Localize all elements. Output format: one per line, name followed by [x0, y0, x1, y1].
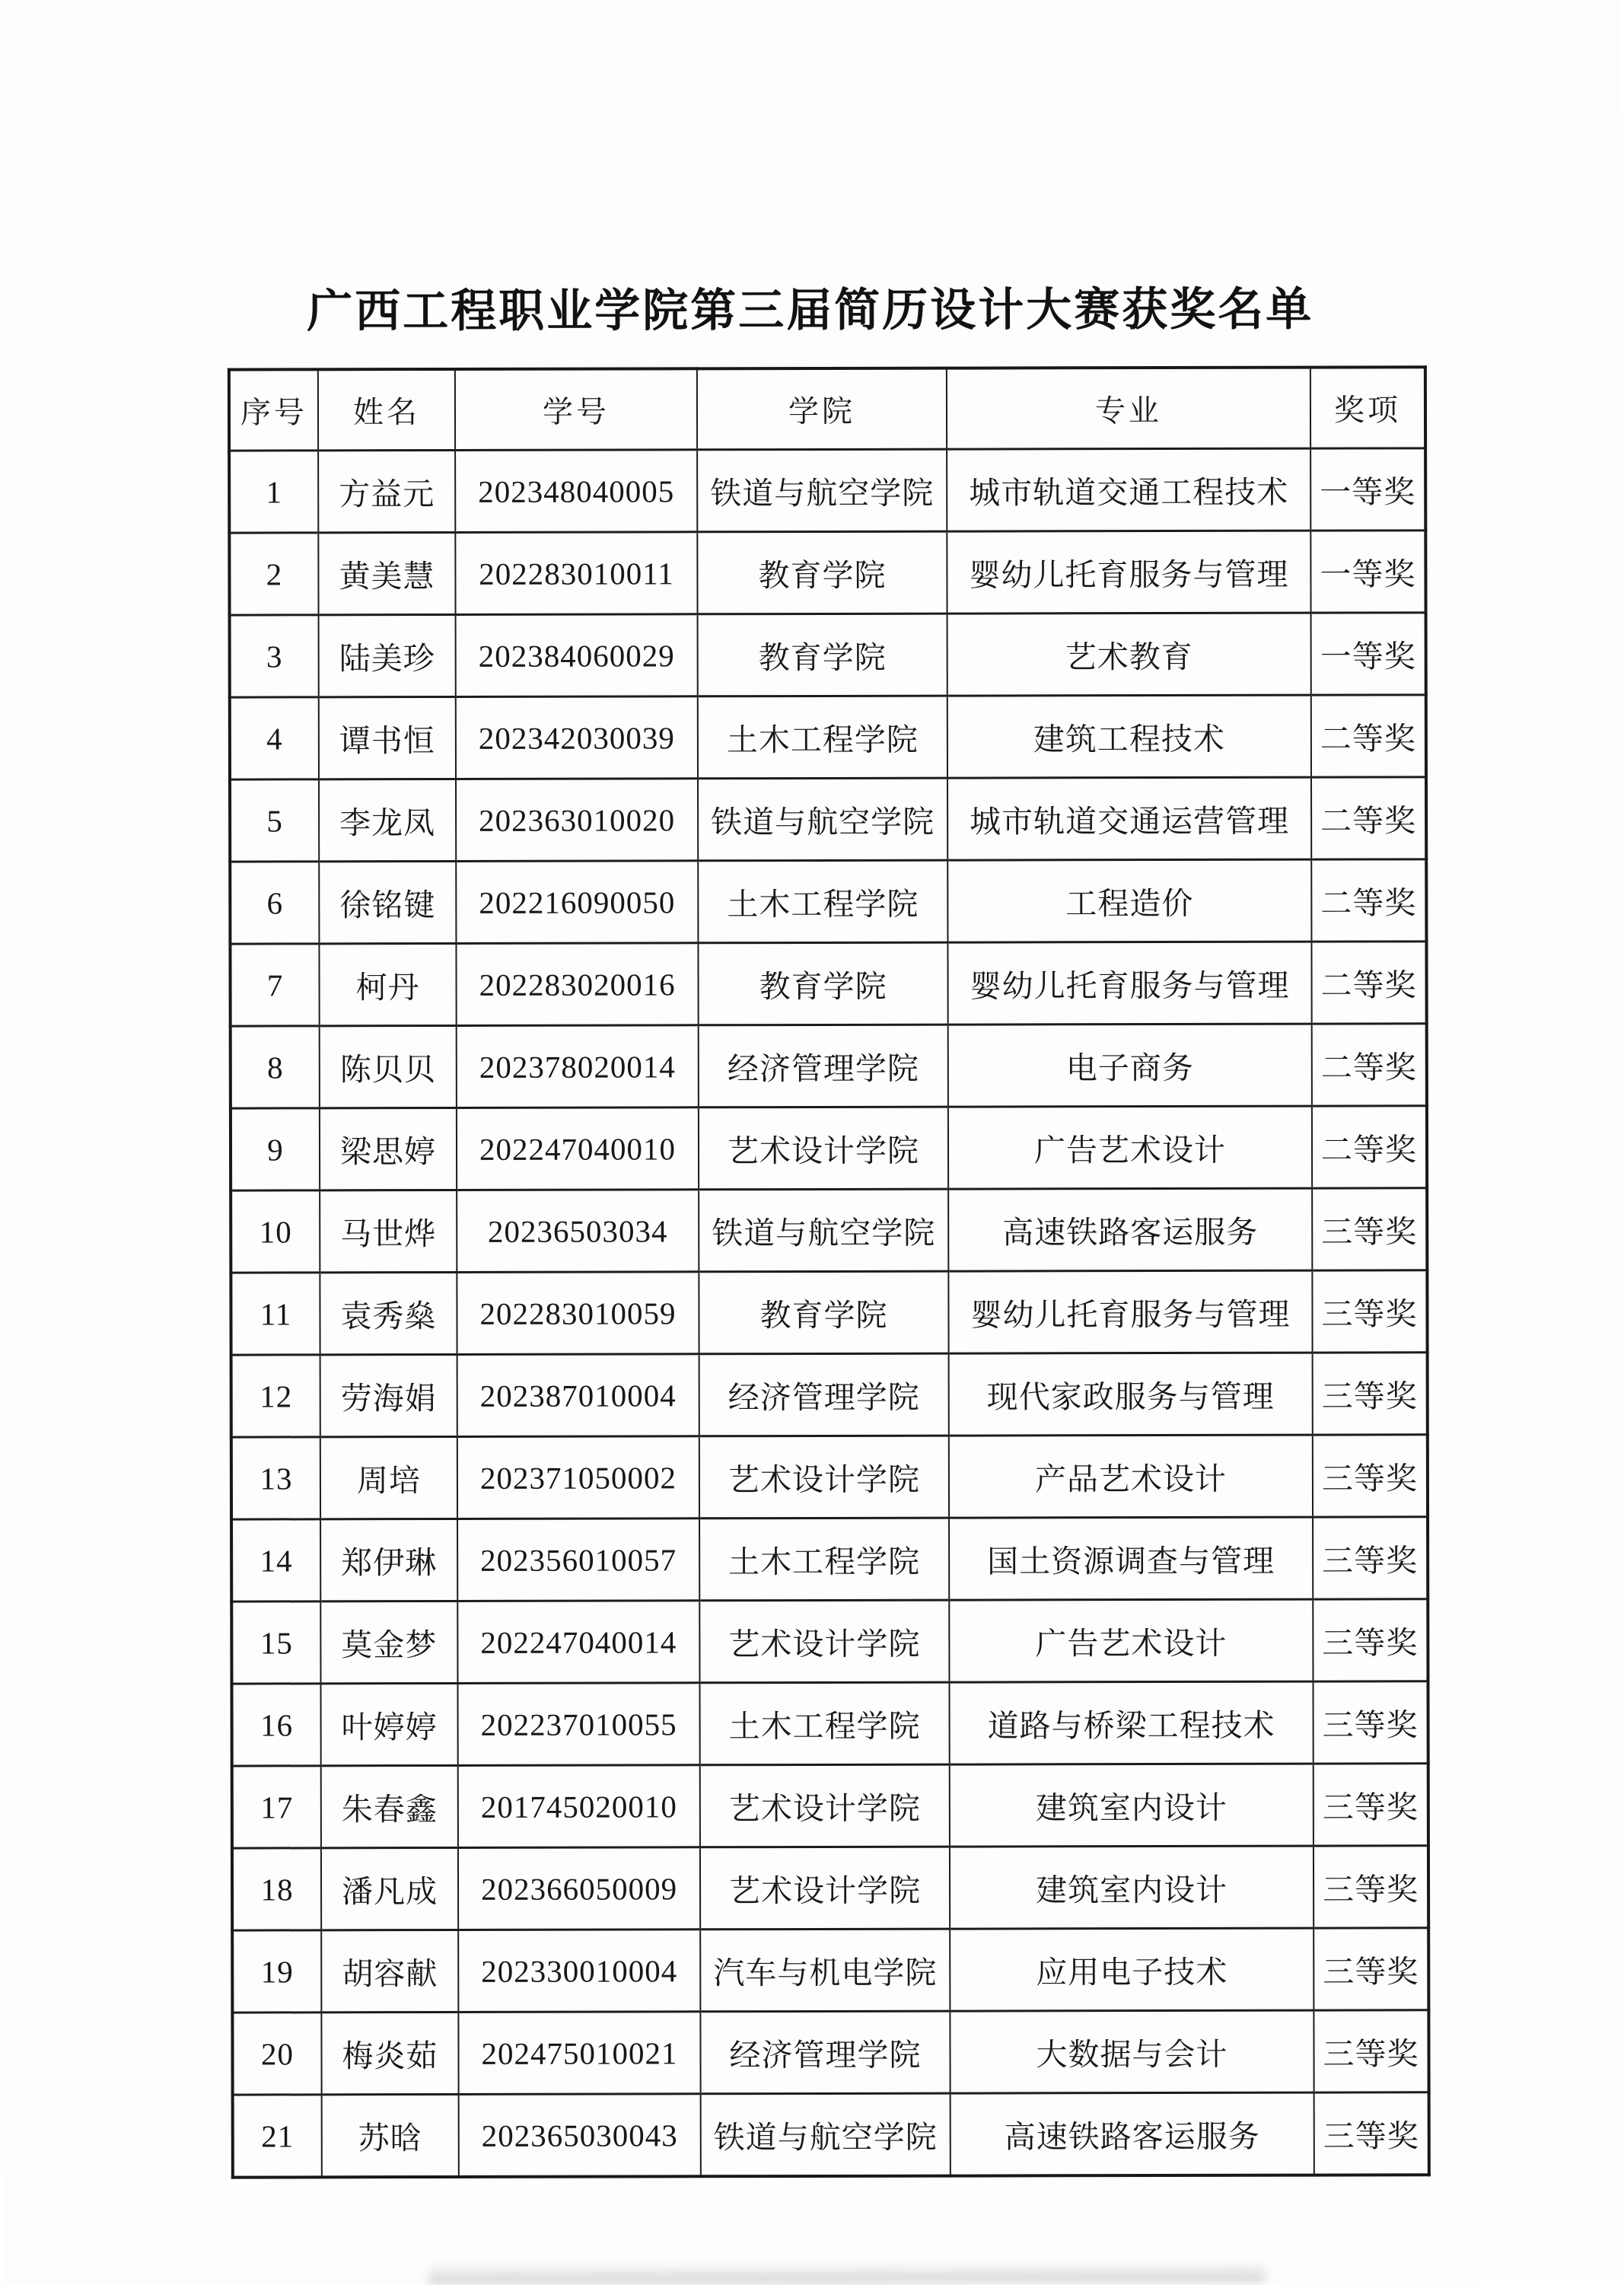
- table-cell-major: 大数据与会计: [950, 2010, 1314, 2093]
- table-cell-college: 经济管理学院: [699, 1025, 948, 1107]
- table-cell-name: 梅炎茹: [321, 2012, 458, 2094]
- table-row: [231, 1517, 1428, 1601]
- table-row: [233, 2092, 1429, 2178]
- table-row: [232, 1846, 1428, 1930]
- table-cell-major: 艺术教育: [947, 613, 1311, 696]
- table-cell-award: 二等奖: [1311, 695, 1426, 777]
- table-cell-award: 二等奖: [1312, 1024, 1427, 1106]
- table-cell-major: 国土资源调查与管理: [949, 1517, 1313, 1600]
- table-cell-college: 教育学院: [699, 1271, 948, 1354]
- table-row: [230, 695, 1426, 779]
- table-cell-award: 二等奖: [1311, 859, 1426, 942]
- table-cell-college: 教育学院: [698, 613, 947, 696]
- table-cell-college: 土木工程学院: [699, 1682, 949, 1765]
- table-cell-award: 三等奖: [1313, 1353, 1428, 1435]
- table-cell-name: 柯丹: [319, 943, 456, 1025]
- table-row: [231, 1024, 1427, 1108]
- table-cell-name: 袁秀燊: [320, 1272, 457, 1354]
- table-cell-award: 二等奖: [1311, 777, 1426, 859]
- table-cell-major: 建筑室内设计: [950, 1846, 1314, 1929]
- table-cell-index: 13: [231, 1437, 320, 1519]
- table-cell-name: 郑伊琳: [320, 1519, 457, 1601]
- table-cell-college: 艺术设计学院: [700, 1764, 950, 1847]
- table-row: [232, 2010, 1428, 2095]
- table-cell-name: 黄美慧: [318, 532, 455, 614]
- table-cell-name: 潘凡成: [321, 1847, 458, 1930]
- table-cell-name: 周培: [320, 1436, 457, 1519]
- table-row: [231, 1353, 1428, 1437]
- table-cell-major: 城市轨道交通运营管理: [947, 777, 1311, 860]
- table-cell-award: 三等奖: [1313, 1681, 1428, 1764]
- table-cell-name: 梁思婷: [320, 1107, 457, 1190]
- table-cell-college: 铁道与航空学院: [699, 1189, 948, 1272]
- table-cell-award: 三等奖: [1314, 1846, 1428, 1928]
- table-cell-name: 劳海娟: [320, 1354, 457, 1436]
- table-cell-student-id: 202283010059: [457, 1272, 699, 1355]
- table-row: [231, 1106, 1427, 1190]
- header-cell-college: 学院: [697, 368, 947, 450]
- table-cell-name: 李龙凤: [319, 779, 456, 861]
- table-cell-major: 应用电子技术: [950, 1928, 1314, 2011]
- table-cell-college: 艺术设计学院: [699, 1600, 949, 1683]
- table-cell-name: 叶婷婷: [320, 1683, 457, 1765]
- table-cell-award: 一等奖: [1311, 613, 1426, 695]
- table-cell-college: 铁道与航空学院: [697, 449, 947, 532]
- table-row: [230, 942, 1426, 1026]
- table-cell-major: 现代家政服务与管理: [949, 1353, 1313, 1436]
- table-cell-student-id: 202247040010: [457, 1107, 699, 1190]
- table-cell-student-id: 202356010057: [457, 1519, 699, 1601]
- table-cell-index: 2: [229, 533, 318, 615]
- table-cell-award: 三等奖: [1312, 1188, 1427, 1270]
- awards-table-body: [229, 448, 1429, 2178]
- table-row: [231, 1599, 1428, 1684]
- scan-artifact: [428, 2263, 1266, 2284]
- table-cell-major: 道路与桥梁工程技术: [949, 1681, 1313, 1764]
- table-cell-student-id: 202371050002: [457, 1436, 699, 1519]
- table-cell-index: 17: [232, 1766, 321, 1848]
- table-cell-major: 产品艺术设计: [949, 1435, 1313, 1518]
- awards-table: [228, 365, 1431, 2178]
- table-cell-major: 广告艺术设计: [949, 1599, 1313, 1682]
- table-cell-name: 莫金梦: [320, 1601, 457, 1683]
- table-cell-major: 广告艺术设计: [948, 1106, 1312, 1189]
- table-cell-major: 城市轨道交通工程技术: [947, 448, 1310, 531]
- table-cell-college: 艺术设计学院: [699, 1436, 949, 1519]
- table-cell-student-id: 202366050009: [458, 1847, 700, 1930]
- table-cell-student-id: 20236503034: [457, 1190, 699, 1273]
- table-row: [230, 613, 1426, 697]
- table-cell-index: 19: [232, 1930, 321, 2013]
- header-cell-student-id: 学号: [455, 368, 697, 450]
- table-cell-award: 二等奖: [1311, 942, 1426, 1024]
- table-cell-college: 土木工程学院: [698, 860, 947, 943]
- table-cell-index: 14: [231, 1519, 320, 1601]
- table-cell-index: 9: [231, 1108, 320, 1190]
- table-cell-name: 陈贝贝: [320, 1025, 457, 1107]
- header-cell-name: 姓名: [318, 369, 455, 451]
- table-cell-index: 15: [231, 1601, 320, 1684]
- table-cell-student-id: 202475010021: [458, 2012, 700, 2095]
- table-cell-index: 20: [232, 2013, 321, 2095]
- table-cell-student-id: 202247040014: [457, 1601, 699, 1684]
- table-cell-name: 方益元: [318, 450, 455, 532]
- table-cell-college: 经济管理学院: [699, 1353, 949, 1436]
- table-row: [229, 531, 1425, 615]
- table-cell-college: 教育学院: [698, 942, 947, 1025]
- table-cell-student-id: 202348040005: [455, 450, 697, 533]
- table-row: [231, 1270, 1427, 1355]
- header-cell-major: 专业: [947, 368, 1310, 450]
- table-row: [232, 1764, 1428, 1848]
- table-cell-name: 谭书恒: [319, 696, 456, 779]
- table-cell-index: 18: [232, 1848, 321, 1930]
- table-cell-index: 21: [233, 2095, 322, 2178]
- table-cell-student-id: 202384060029: [456, 614, 698, 697]
- table-cell-index: 6: [230, 862, 319, 944]
- table-cell-major: 高速铁路客运服务: [948, 1188, 1312, 1271]
- table-cell-student-id: 201745020010: [458, 1765, 700, 1848]
- table-cell-name: 朱春鑫: [321, 1765, 458, 1847]
- table-cell-award: 二等奖: [1312, 1106, 1427, 1188]
- table-row: [231, 1681, 1428, 1766]
- table-row: [232, 1928, 1428, 2013]
- table-row: [230, 777, 1426, 862]
- table-cell-major: 电子商务: [948, 1024, 1312, 1107]
- header-cell-award: 奖项: [1310, 367, 1425, 448]
- table-cell-college: 土木工程学院: [699, 1518, 949, 1601]
- table-cell-award: 三等奖: [1314, 1764, 1428, 1846]
- table-cell-student-id: 202342030039: [456, 696, 698, 779]
- header-cell-index: 序号: [229, 369, 318, 451]
- table-cell-major: 建筑室内设计: [950, 1764, 1314, 1847]
- table-cell-index: 10: [231, 1190, 320, 1273]
- table-cell-student-id: 202283020016: [456, 943, 698, 1026]
- table-cell-student-id: 202237010055: [457, 1683, 699, 1766]
- table-cell-college: 经济管理学院: [700, 2011, 950, 2094]
- table-row: [229, 448, 1425, 533]
- table-cell-student-id: 202378020014: [457, 1025, 699, 1108]
- table-cell-major: 婴幼儿托育服务与管理: [948, 1270, 1312, 1353]
- table-cell-name: 陆美珍: [319, 614, 456, 696]
- table-cell-award: 三等奖: [1314, 1928, 1428, 2010]
- table-cell-college: 铁道与航空学院: [698, 778, 947, 861]
- table-cell-award: 三等奖: [1313, 1517, 1428, 1599]
- table-cell-award: 一等奖: [1310, 531, 1425, 613]
- table-cell-index: 5: [230, 779, 319, 862]
- table-cell-college: 教育学院: [697, 531, 947, 614]
- table-cell-college: 艺术设计学院: [699, 1107, 948, 1190]
- table-cell-award: 三等奖: [1313, 1435, 1428, 1517]
- table-cell-student-id: 202365030043: [459, 2094, 701, 2177]
- table-cell-index: 3: [230, 615, 319, 697]
- table-cell-student-id: 202387010004: [457, 1354, 699, 1437]
- table-header-row: [229, 367, 1425, 451]
- table-cell-student-id: 202330010004: [458, 1930, 700, 2013]
- table-row: [231, 1188, 1427, 1273]
- table-cell-index: 11: [231, 1273, 320, 1355]
- table-cell-student-id: 202216090050: [456, 861, 698, 944]
- table-row: [231, 1435, 1428, 1519]
- table-cell-award: 三等奖: [1313, 1599, 1428, 1681]
- table-cell-index: 16: [231, 1684, 320, 1766]
- table-cell-name: 苏晗: [322, 2094, 459, 2177]
- table-cell-college: 汽车与机电学院: [700, 1929, 950, 2012]
- table-cell-major: 建筑工程技术: [947, 695, 1311, 778]
- table-cell-student-id: 202363010020: [456, 779, 698, 862]
- table-cell-index: 1: [229, 451, 318, 533]
- table-cell-major: 婴幼儿托育服务与管理: [947, 942, 1311, 1025]
- table-cell-name: 徐铭键: [319, 861, 456, 943]
- table-cell-award: 三等奖: [1312, 1270, 1427, 1353]
- table-cell-college: 艺术设计学院: [700, 1847, 950, 1930]
- table-cell-award: 三等奖: [1314, 2010, 1428, 2092]
- table-cell-index: 12: [231, 1355, 320, 1437]
- table-header: [229, 367, 1425, 451]
- table-cell-major: 工程造价: [947, 859, 1311, 942]
- table-cell-major: 高速铁路客运服务: [951, 2092, 1314, 2176]
- table-cell-name: 马世烨: [320, 1190, 457, 1272]
- table-cell-index: 4: [230, 697, 319, 779]
- table-cell-student-id: 202283010011: [455, 532, 697, 615]
- page-title: 广西工程职业学院第三届简历设计大赛获奖名单: [307, 283, 1314, 337]
- table-cell-award: 一等奖: [1310, 448, 1425, 531]
- table-cell-college: 铁道与航空学院: [701, 2093, 951, 2176]
- table-cell-college: 土木工程学院: [698, 696, 947, 779]
- table-cell-name: 胡容献: [321, 1930, 458, 2012]
- table-cell-major: 婴幼儿托育服务与管理: [947, 531, 1310, 613]
- table-row: [230, 859, 1426, 944]
- table-cell-award: 三等奖: [1314, 2092, 1429, 2175]
- table-cell-index: 7: [230, 944, 319, 1026]
- table-cell-index: 8: [231, 1026, 320, 1108]
